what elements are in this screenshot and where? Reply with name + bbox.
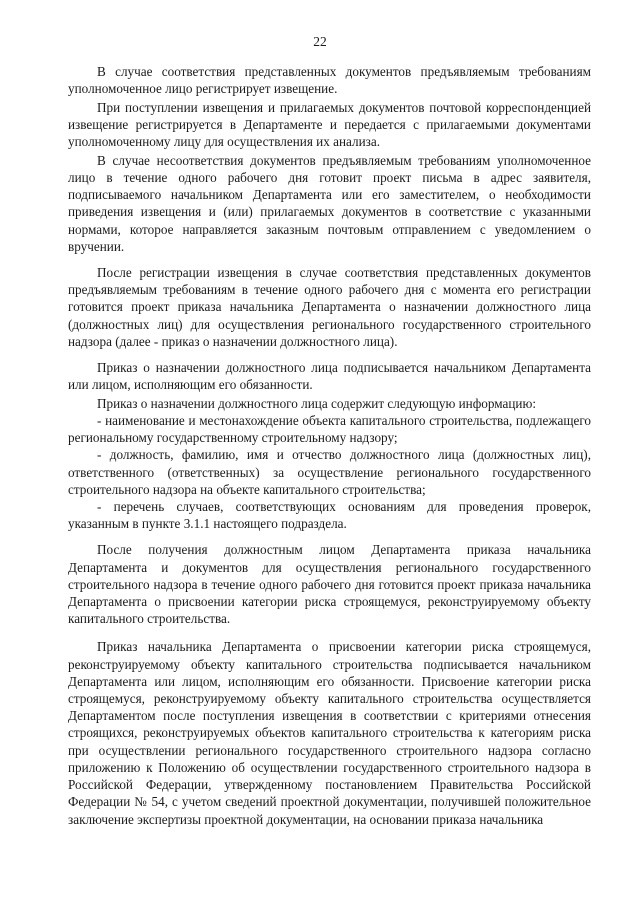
paragraph-draft-order-appointment: После регистрации извещения в случае соответствия представленных документов предъявляемым требованиям в течение одного рабочего дня с момента его регистрации готовится проект приказа начальника Департамента о назначении должностного лица (должностных лиц) для осуществления регионального государственного строительного надзора (далее - приказ о назначении должностного лица). bbox=[68, 265, 591, 349]
list-item-object-name-location: - наименование и местонахождение объекта капитального строительства, подлежащего региональному государственному строительному надзору; bbox=[68, 413, 591, 446]
list-item-responsible-official: - должность, фамилию, имя и отчество должностного лица (должностных лиц), ответственного (ответственных) за осуществление регионального государственного строительного надзора на объекте капитального строительства; bbox=[68, 447, 591, 497]
document-body bbox=[68, 63, 591, 828]
paragraph-nonconformity-letter: В случае несоответствия документов предъявляемым требованиям уполномоченное лицо в течение одного рабочего дня готовит проект письма в адрес заявителя, подписываемого начальником Департамента или его заместителем, о необходимости приведения извещения и (или) прилагаемых документов в соответствие с указанными нормами, которое направляется заказным почтовым отправлением с уведомлением о вручении. bbox=[68, 152, 591, 254]
paragraph-risk-category-order: Приказ начальника Департамента о присвоении категории риска строящемуся, реконструируемому объекту капитального строительства подписывается начальником Департамента или лицом, исполняющим его обязанности. Присвоение категории риска строящемуся, реконструируемому объекту капитального строительства осуществляется Департаментом после поступления извещения в соответствии с критериями отнесения строящихся, реконструируемых объектов капитального строительства к категориям риска при осуществлении регионального государственного строительного надзора согласно приложению к Положению об осуществлении государственного строительного надзора в Российской Федерации, утвержденному постановлением Правительства Российской Федерации № 54, с учетом сведений проектной документации, получившей положительное заключение экспертизы проектной документации, на основании приказа начальника bbox=[68, 639, 591, 827]
paragraph-order-signing: Приказ о назначении должностного лица подписывается начальником Департамента или лицом, исполняющим его обязанности. bbox=[68, 360, 591, 393]
page-number: 22 bbox=[313, 34, 327, 49]
paragraph-registration-of-notice: В случае соответствия представленных документов предъявляемым требованиям уполномоченное лицо регистрирует извещение. bbox=[68, 64, 591, 97]
paragraph-postal-receipt: При поступлении извещения и прилагаемых документов почтовой корреспонденцией извещение регистрируется в Департаменте и передается с прилагаемыми документами уполномоченному лицу для осуществления их анализа. bbox=[68, 99, 591, 150]
list-item-inspection-grounds: - перечень случаев, соответствующих основаниям для проведения проверок, указанным в пункте 3.1.1 настоящего подраздела. bbox=[68, 499, 591, 532]
paragraph-order-contents-intro: Приказ о назначении должностного лица содержит следующую информацию: bbox=[97, 395, 536, 411]
paragraph-risk-category-draft: После получения должностным лицом Департамента приказа начальника Департамента и документов для осуществления регионального государственного строительного надзора в течение одного рабочего дня готовится проект приказа начальника Департамента о присвоении категории риска строящемуся, реконструируемому объекту капитального строительства. bbox=[68, 542, 591, 627]
